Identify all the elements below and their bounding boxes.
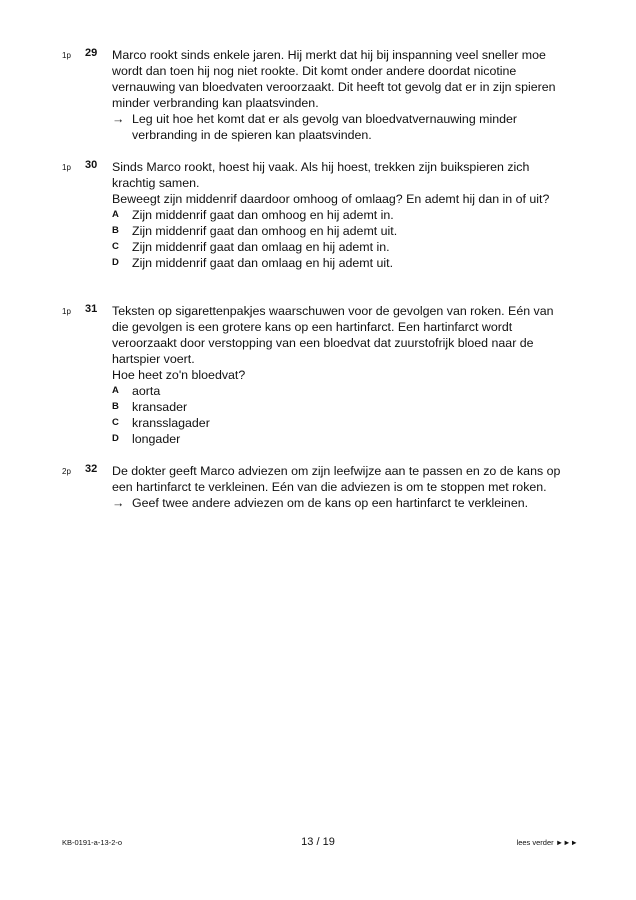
option-letter: B: [112, 225, 119, 236]
option-letter: C: [112, 241, 119, 252]
option-letter: A: [112, 209, 119, 220]
answer-option-b[interactable]: [112, 399, 562, 415]
question-number: 32: [85, 463, 98, 475]
question-task: [112, 111, 562, 143]
question-body: [112, 463, 562, 511]
arrow-icon: →: [112, 112, 125, 126]
task-text: Leg uit hoe het komt dat er als gevolg van bloedvatvernauwing minder verbranding in de spieren kan plaatsvinden.: [132, 112, 518, 142]
answer-option-c[interactable]: [112, 239, 562, 255]
option-letter: A: [112, 385, 119, 396]
question-points: 1p: [62, 163, 71, 172]
question-task: [112, 495, 562, 511]
question-points: 2p: [62, 467, 71, 476]
answer-option-d[interactable]: [112, 431, 562, 447]
question-number: 31: [85, 303, 98, 315]
question-text: De dokter geeft Marco adviezen om zijn leefwijze aan te passen en zo de kans op een hartinfarct te verkleinen. Eén van die adviezen is om te stoppen met roken.: [112, 464, 561, 494]
answer-option-c[interactable]: [112, 415, 562, 431]
answer-options: [112, 207, 562, 271]
option-text: aorta: [132, 384, 161, 398]
answer-option-a[interactable]: [112, 207, 562, 223]
page-number: 13 / 19: [301, 836, 335, 848]
answer-options: [112, 383, 562, 447]
question-prompt: Beweegt zijn middenrif daardoor omhoog of omlaag? En ademt hij dan in of uit?: [112, 192, 550, 206]
question-text: Sinds Marco rookt, hoest hij vaak. Als hij hoest, trekken zijn buikspieren zich krachtig samen.: [112, 160, 530, 190]
continue-link[interactable]: lees verder ►►►: [516, 838, 578, 847]
question-points: 1p: [62, 307, 71, 316]
task-text: Geef twee andere adviezen om de kans op een hartinfarct te verkleinen.: [132, 496, 529, 510]
answer-option-b[interactable]: [112, 223, 562, 239]
arrow-icon: →: [112, 496, 125, 510]
question-number: 30: [85, 159, 98, 171]
question-number: 29: [85, 47, 98, 59]
option-letter: B: [112, 401, 119, 412]
option-text: Zijn middenrif gaat dan omlaag en hij ademt uit.: [132, 256, 394, 270]
question-points: 1p: [62, 51, 71, 60]
answer-option-d[interactable]: [112, 255, 562, 271]
option-text: Zijn middenrif gaat dan omhoog en hij ademt in.: [132, 208, 394, 222]
option-letter: C: [112, 417, 119, 428]
option-text: Zijn middenrif gaat dan omhoog en hij ademt uit.: [132, 224, 398, 238]
option-text: Zijn middenrif gaat dan omlaag en hij ademt in.: [132, 240, 390, 254]
option-text: kransader: [132, 400, 188, 414]
exam-code: KB-0191-a-13-2-o: [62, 838, 123, 847]
option-letter: D: [112, 257, 119, 268]
question-body: [112, 47, 562, 143]
question-prompt: Hoe heet zo'n bloedvat?: [112, 368, 246, 382]
question-text: Teksten op sigarettenpakjes waarschuwen voor de gevolgen van roken. Eén van die gevolgen is een grotere kans op een hartinfarct. Een hartinfarct wordt veroorzaakt door verstopping van een bloedvat dat zuurstofrijk bloed naar de hartspier voert.: [112, 304, 554, 366]
option-text: longader: [132, 432, 181, 446]
option-text: kransslagader: [132, 416, 210, 430]
question-body: [112, 159, 562, 271]
answer-option-a[interactable]: [112, 383, 562, 399]
question-body: [112, 303, 562, 447]
option-letter: D: [112, 433, 119, 444]
question-text: Marco rookt sinds enkele jaren. Hij merkt dat hij bij inspanning veel sneller moe wordt dan toen hij nog niet rookte. Dit komt onder andere doordat nicotine vernauwing van bloedvaten veroorzaakt. Dit heeft tot gevolg dat er in zijn spieren minder verbranding kan plaatsvinden.: [112, 48, 556, 110]
